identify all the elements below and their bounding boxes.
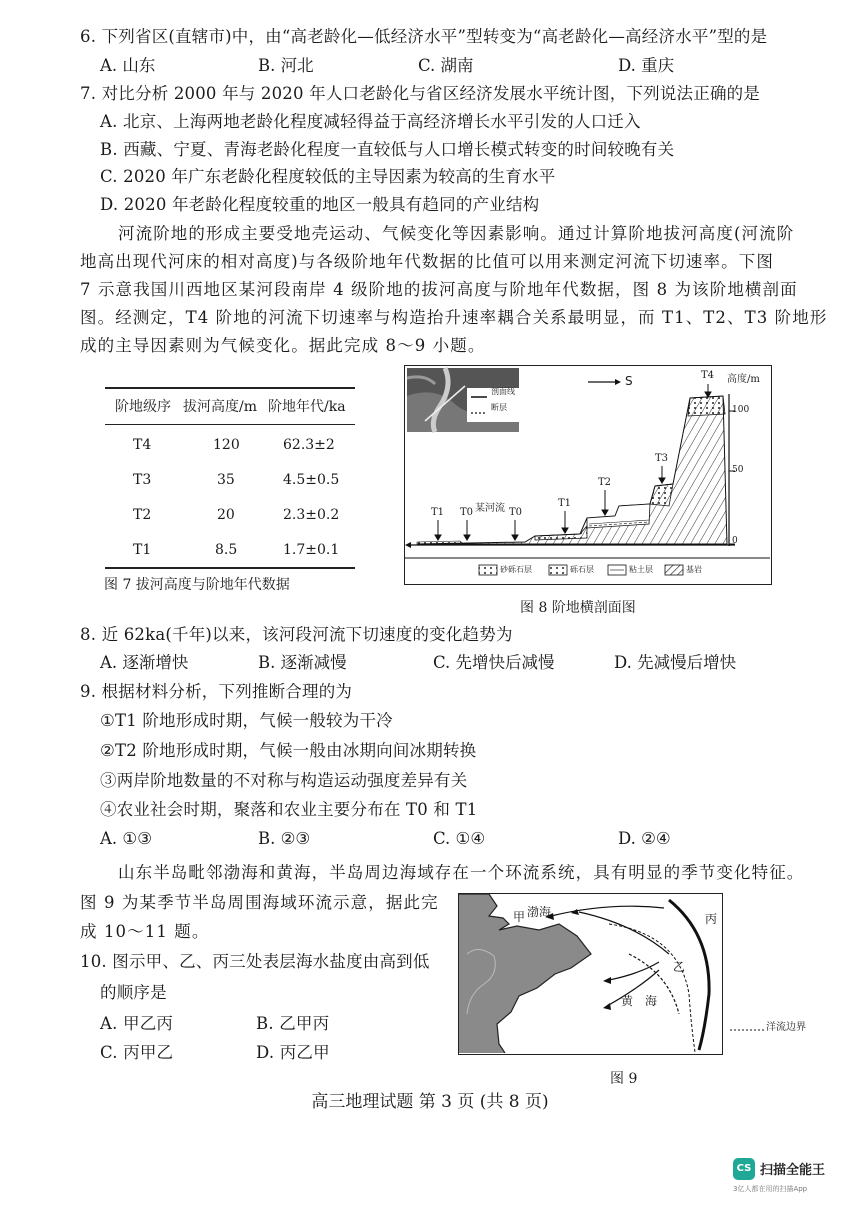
q9-option-d: D. ②④ <box>618 829 671 848</box>
direction-label: S <box>625 374 633 388</box>
terrace-label-t4: T4 <box>701 370 715 381</box>
q10-option-b: B. 乙甲丙 <box>256 1014 330 1033</box>
terrace-label-t0-right: T0 <box>509 507 523 518</box>
legend-sandy-gravel-swatch <box>479 565 497 575</box>
passage2-line-1: 山东半岛毗邻渤海和黄海，半岛周边海域存在一个环流系统，具有明显的季节变化特征。 <box>118 863 805 882</box>
inset-legend-fault: 断层 <box>491 403 507 412</box>
table-header-height: 拔河高度/m <box>183 399 257 415</box>
scanner-watermark <box>733 1158 833 1198</box>
tick-50: 50 <box>732 465 744 475</box>
current-bing <box>669 900 709 1050</box>
fig7-caption: 图 7 拔河高度与阶地年代数据 <box>104 577 290 593</box>
inset-satellite-photo <box>407 368 519 432</box>
passage1-line-1: 河流阶地的形成主要受地壳运动、气候变化等因素影响。通过计算阶地拔河高度(河流阶 <box>118 224 795 243</box>
table-cell: T4 <box>133 437 152 453</box>
q8-option-a: A. 逐渐增快 <box>100 653 189 672</box>
table-cell: T1 <box>133 542 152 558</box>
scanner-name: 扫描全能王 <box>760 1163 826 1178</box>
table-cell: 120 <box>213 437 240 453</box>
table-cell: 62.3±2 <box>283 437 335 453</box>
q6-option-a: A. 山东 <box>100 56 156 75</box>
q10-stem: 10. 图示甲、乙、丙三处表层海水盐度由高到低 <box>80 952 430 971</box>
fig8-drawing <box>405 366 770 583</box>
label-yi: 乙 <box>673 960 686 974</box>
current-bohai <box>551 906 664 916</box>
table-cell: 20 <box>217 507 235 523</box>
q6-option-d: D. 重庆 <box>618 56 675 75</box>
q7-option-c: C. 2020 年广东老龄化程度较低的主导因素为较高的生育水平 <box>100 167 556 186</box>
table-cell: T2 <box>133 507 152 523</box>
scanner-tagline: 3亿人都在用的扫描App <box>733 1185 808 1193</box>
legend-bedrock: 基岩 <box>686 565 702 574</box>
table-cell: 4.5±0.5 <box>283 472 340 488</box>
q7-option-b: B. 西藏、宁夏、青海老龄化程度一直较低与人口增长模式转变的时间较晚有关 <box>100 140 675 159</box>
passage1-line-5: 成的主导因素则为气候变化。据此完成 8～9 小题。 <box>80 336 486 355</box>
fig9-legend: 洋流边界 <box>766 1022 806 1033</box>
passage1-line-2: 地高出现代河床的相对高度)与各级阶地年代数据的比值可以用来测定河流下切速率。下图 <box>80 252 774 271</box>
page-footer: 高三地理试题 第 3 页 (共 8 页) <box>311 1092 549 1112</box>
inset-legend-section-line: 剖面线 <box>491 387 515 396</box>
q9-item-3: ③两岸阶地数量的不对称与构造运动强度差异有关 <box>100 771 468 790</box>
q9-option-a: A. ①③ <box>100 829 152 848</box>
table-header-rule <box>105 424 355 425</box>
label-bohai: 渤海 <box>527 905 552 919</box>
fig9-caption: 图 9 <box>610 1071 638 1087</box>
q9-option-b: B. ②③ <box>258 829 311 848</box>
tick-0: 0 <box>732 536 738 546</box>
q8-stem: 8. 近 62ka(千年)以来，该河段河流下切速度的变化趋势为 <box>80 625 513 644</box>
q9-item-4: ④农业社会时期，聚落和农业主要分布在 T0 和 T1 <box>100 800 478 819</box>
passage2-line-3: 成 10～11 题。 <box>80 922 210 941</box>
q8-option-c: C. 先增快后减慢 <box>433 653 555 672</box>
terrace-label-t1-left: T1 <box>431 507 445 518</box>
terrace-label-t2: T2 <box>598 477 612 488</box>
passage2-line-2: 图 9 为某季节半岛周围海域环流示意，据此完 <box>80 893 439 912</box>
table-cell: 2.3±0.2 <box>283 507 340 523</box>
table-bottom-rule <box>105 567 355 569</box>
passage1-line-3: 7 示意我国川西地区某河段南岸 4 级阶地的拔河高度与阶地年代数据，图 8 为该阶地横剖面 <box>80 280 798 299</box>
q9-item-1: ①T1 阶地形成时期，气候一般较为干冷 <box>100 711 393 730</box>
q6-option-b: B. 河北 <box>258 56 314 75</box>
axis-label: 高度/m <box>727 374 760 385</box>
q6-stem: 6. 下列省区(直辖市)中，由“高老龄化—低经济水平”型转变为“高老龄化—高经济水平”型的是 <box>80 27 768 46</box>
q7-option-d: D. 2020 年老龄化程度较重的地区一般具有趋同的产业结构 <box>100 195 540 214</box>
legend-gravel-swatch <box>549 565 567 575</box>
legend-sandy-gravel: 砂砾石层 <box>500 565 532 574</box>
q7-option-a: A. 北京、上海两地老龄化程度减轻得益于高经济增长水平引发的人口迁入 <box>100 112 641 131</box>
tick-100: 100 <box>732 405 750 415</box>
table-cell: T3 <box>133 472 152 488</box>
terrace-label-t3: T3 <box>655 453 669 464</box>
legend-gravel: 砾石层 <box>570 565 594 574</box>
q6-option-c: C. 湖南 <box>418 56 474 75</box>
q10-option-a: A. 甲乙丙 <box>100 1014 174 1033</box>
q10-option-d: D. 丙乙甲 <box>256 1043 330 1062</box>
q7-stem: 7. 对比分析 2000 年与 2020 年人口老龄化与省区经济发展水平统计图，下列说法正确的是 <box>80 84 761 103</box>
q8-option-d: D. 先减慢后增快 <box>614 653 737 672</box>
label-hai: 海 <box>645 994 658 1008</box>
table-header-level: 阶地级序 <box>115 399 171 415</box>
fig9-circulation-map <box>458 893 723 1055</box>
terrace-label-t1-right: T1 <box>558 498 572 509</box>
q9-item-2: ②T2 阶地形成时期，气候一般由冰期向间冰期转换 <box>100 741 477 760</box>
q10-stem-continued: 的顺序是 <box>100 983 167 1002</box>
q9-option-c: C. ①④ <box>433 829 486 848</box>
current-boundary <box>609 924 695 1052</box>
fig8-terrace-profile <box>404 365 772 585</box>
fig8-caption: 图 8 阶地横剖面图 <box>520 600 636 616</box>
table-cell: 1.7±0.1 <box>283 542 340 558</box>
table-top-rule <box>105 387 355 389</box>
label-huang: 黄 <box>621 994 634 1008</box>
river-label: 某河流 <box>475 503 505 514</box>
q8-option-b: B. 逐渐减慢 <box>258 653 347 672</box>
q9-stem: 9. 根据材料分析，下列推断合理的为 <box>80 682 353 701</box>
table-cell: 8.5 <box>215 542 238 558</box>
q10-option-c: C. 丙甲乙 <box>100 1043 174 1062</box>
legend-boundary-swatch <box>730 1027 770 1033</box>
table-header-age: 阶地年代/ka <box>268 399 346 415</box>
legend-clay: 粘土层 <box>629 565 653 574</box>
label-bing: 丙 <box>705 912 718 926</box>
scanner-logo-icon: CS <box>733 1158 755 1180</box>
table-cell: 35 <box>217 472 235 488</box>
passage1-line-4: 图。经测定，T4 阶地的河流下切速率与构造抬升速率耦合关系最明显，而 T1、T2、T3 阶地形 <box>80 308 828 327</box>
terrace-label-t0-left: T0 <box>460 507 474 518</box>
label-jia: 甲 <box>513 910 526 924</box>
legend-bedrock-swatch <box>665 565 683 575</box>
